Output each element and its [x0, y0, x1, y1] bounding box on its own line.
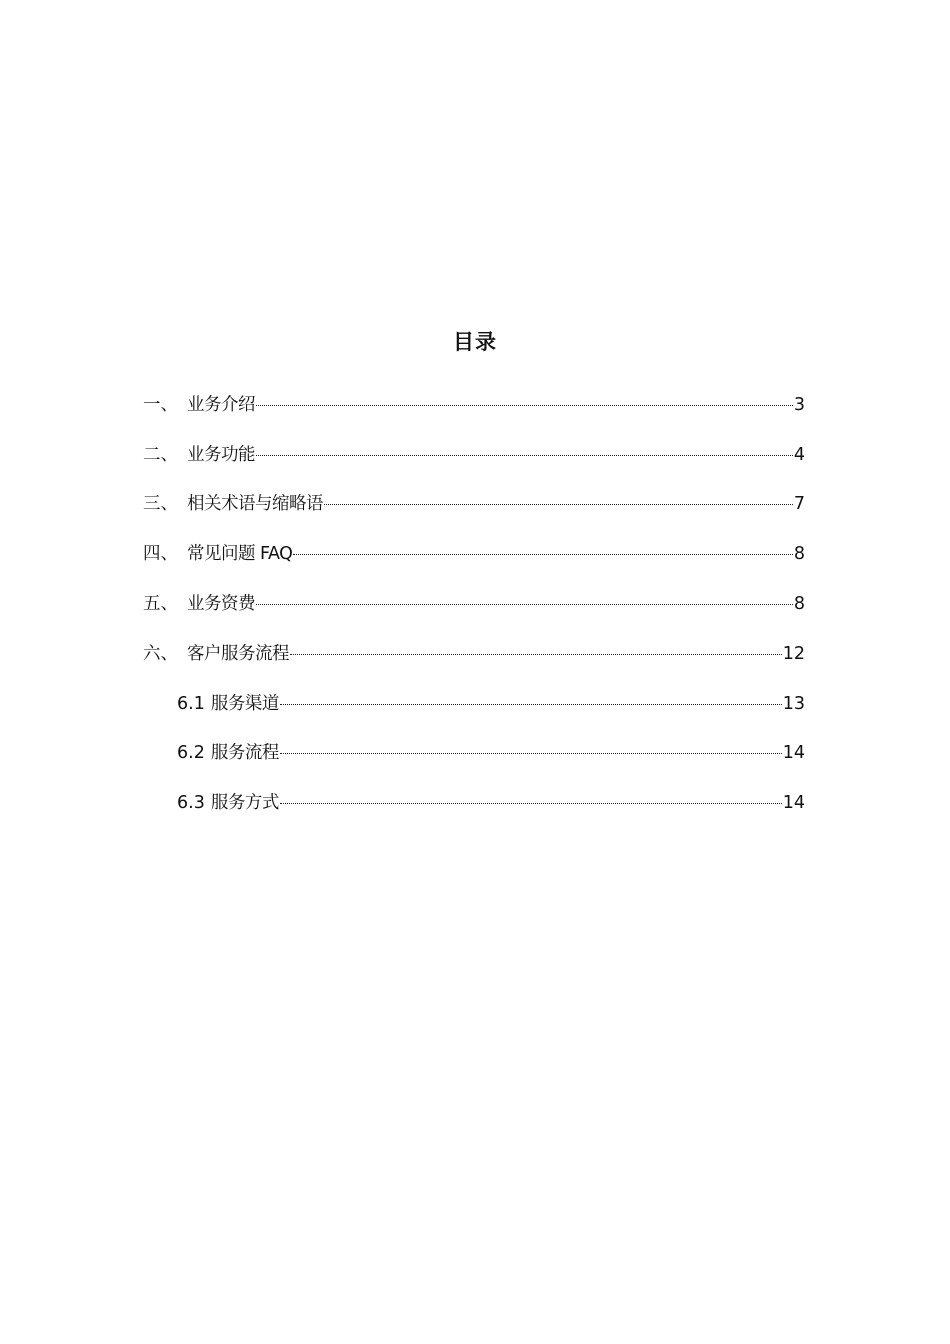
- toc-entry-customer-service-process[interactable]: [143, 642, 805, 666]
- toc-entry-label: 相关术语与缩略语: [187, 494, 323, 514]
- dot-leader: [324, 504, 793, 505]
- dot-leader: [280, 704, 782, 705]
- toc-entry-label: 常见问题 FAQ: [187, 544, 293, 564]
- toc-entry-page: 13: [782, 694, 805, 714]
- dot-leader: [256, 405, 793, 406]
- dot-leader: [280, 753, 782, 754]
- toc-title: 目录: [453, 330, 497, 354]
- toc-entry-label: 服务方式: [210, 793, 279, 813]
- toc-entry-service-flow[interactable]: [177, 741, 805, 765]
- toc-entry-number: 6.1: [177, 694, 205, 714]
- toc-entry-page: 12: [782, 644, 805, 664]
- toc-entry-label: 业务介绍: [187, 395, 255, 415]
- toc-entry-number: 二、: [143, 445, 178, 465]
- toc-entry-number: 五、: [143, 594, 178, 614]
- dot-leader: [290, 654, 782, 655]
- toc-entry-business-fees[interactable]: [143, 592, 805, 616]
- dot-leader: [256, 604, 793, 605]
- toc-entry-terms-abbreviations[interactable]: [143, 492, 805, 516]
- toc-entry-number: 四、: [143, 544, 178, 564]
- toc-entry-label: 业务功能: [187, 445, 255, 465]
- toc-entry-number: 一、: [143, 395, 178, 415]
- toc-entry-label: 业务资费: [187, 594, 255, 614]
- dot-leader: [280, 803, 782, 804]
- toc-entry-service-channels[interactable]: [177, 692, 805, 716]
- toc-entry-service-methods[interactable]: [177, 791, 805, 815]
- toc-entry-label: 服务渠道: [210, 694, 279, 714]
- dot-leader: [256, 455, 793, 456]
- toc-entry-number: 6.3: [177, 793, 205, 813]
- dot-leader: [293, 554, 792, 555]
- toc-entry-page: 14: [782, 793, 805, 813]
- toc-entry-faq[interactable]: [143, 542, 805, 566]
- toc-entry-label: 服务流程: [210, 743, 279, 763]
- toc-entry-business-intro[interactable]: [143, 393, 805, 417]
- toc-entry-label: 客户服务流程: [187, 644, 289, 664]
- toc-entry-page: 4: [793, 445, 805, 465]
- toc-entry-business-functions[interactable]: [143, 443, 805, 467]
- toc-entry-page: 7: [793, 494, 805, 514]
- toc-entry-number: 6.2: [177, 743, 205, 763]
- toc-entry-number: 六、: [143, 644, 178, 664]
- toc-entry-page: 8: [793, 544, 805, 564]
- toc-entry-page: 3: [793, 395, 805, 415]
- toc-entry-page: 8: [793, 594, 805, 614]
- toc-entry-number: 三、: [143, 494, 178, 514]
- toc-entry-page: 14: [782, 743, 805, 763]
